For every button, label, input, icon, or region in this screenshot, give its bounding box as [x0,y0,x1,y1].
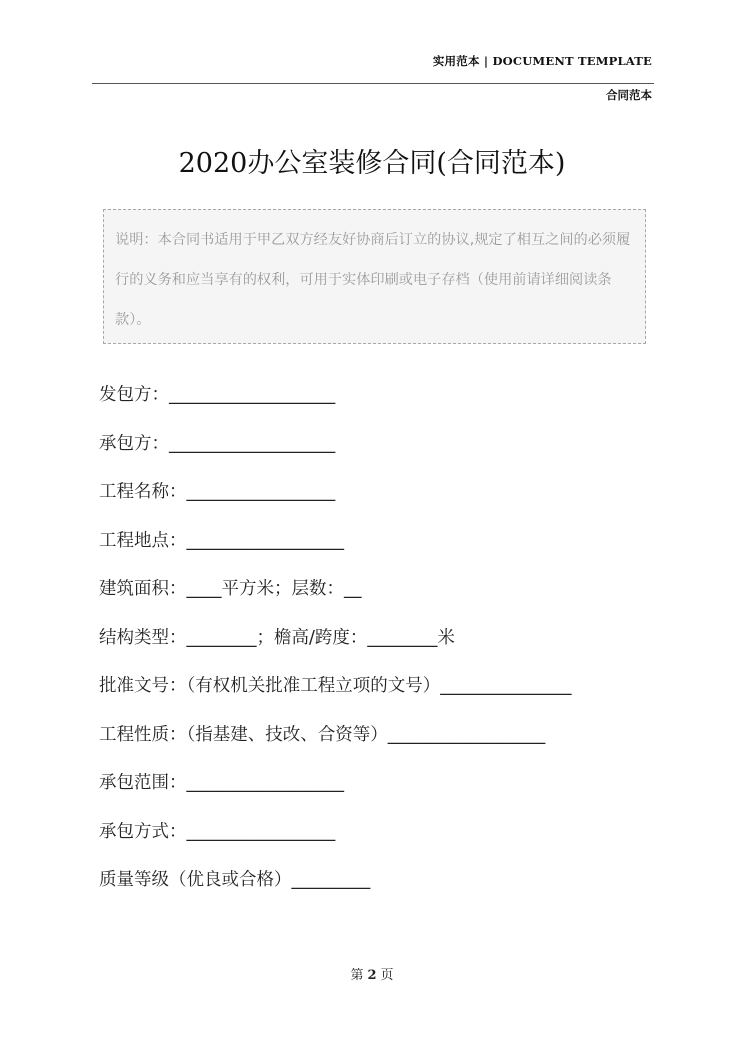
header-label: 实用范本 | DOCUMENT TEMPLATE [432,54,652,68]
field-project-location: 工程地点：__________________ [99,530,344,551]
page-number: 2 [367,968,377,983]
field-project-name: 工程名称：_________________ [99,482,336,502]
header-divider [92,83,654,84]
contract-fields [99,379,572,913]
field-quality-grade: 质量等级（优良或合格）_________ [99,870,371,890]
field-contractor: 承包方：___________________ [99,433,336,454]
notice-text: 说明：本合同书适用于甲乙双方经友好协商后订立的协议,规定了相互之间的必须履行的义务和应当享有的权利，可用于实体印刷或电子存档（使用前请详细阅读条款）。 [115,232,631,328]
field-building-area: 建筑面积：____平方米；层数：__ [99,579,362,599]
page-prefix: 第 [350,968,364,983]
notice-box [103,209,646,344]
field-approval-number: 批准文号：（有权机关批准工程立项的文号）_______________ [99,676,572,696]
field-employer: 发包方：___________________ [99,385,336,405]
page-footer [0,964,744,983]
header-subtitle: 合同范本 [606,88,652,102]
field-structure-type: 结构类型：________；檐高/跨度：________米 [99,627,455,648]
field-project-nature: 工程性质：（指基建、技改、合资等）__________________ [99,724,546,745]
document-title: 2020办公室装修合同(合同范本) [178,148,566,179]
field-contract-method: 承包方式：_________________ [99,821,336,842]
page-suffix: 页 [380,968,394,983]
field-contract-scope: 承包范围：__________________ [99,773,344,793]
